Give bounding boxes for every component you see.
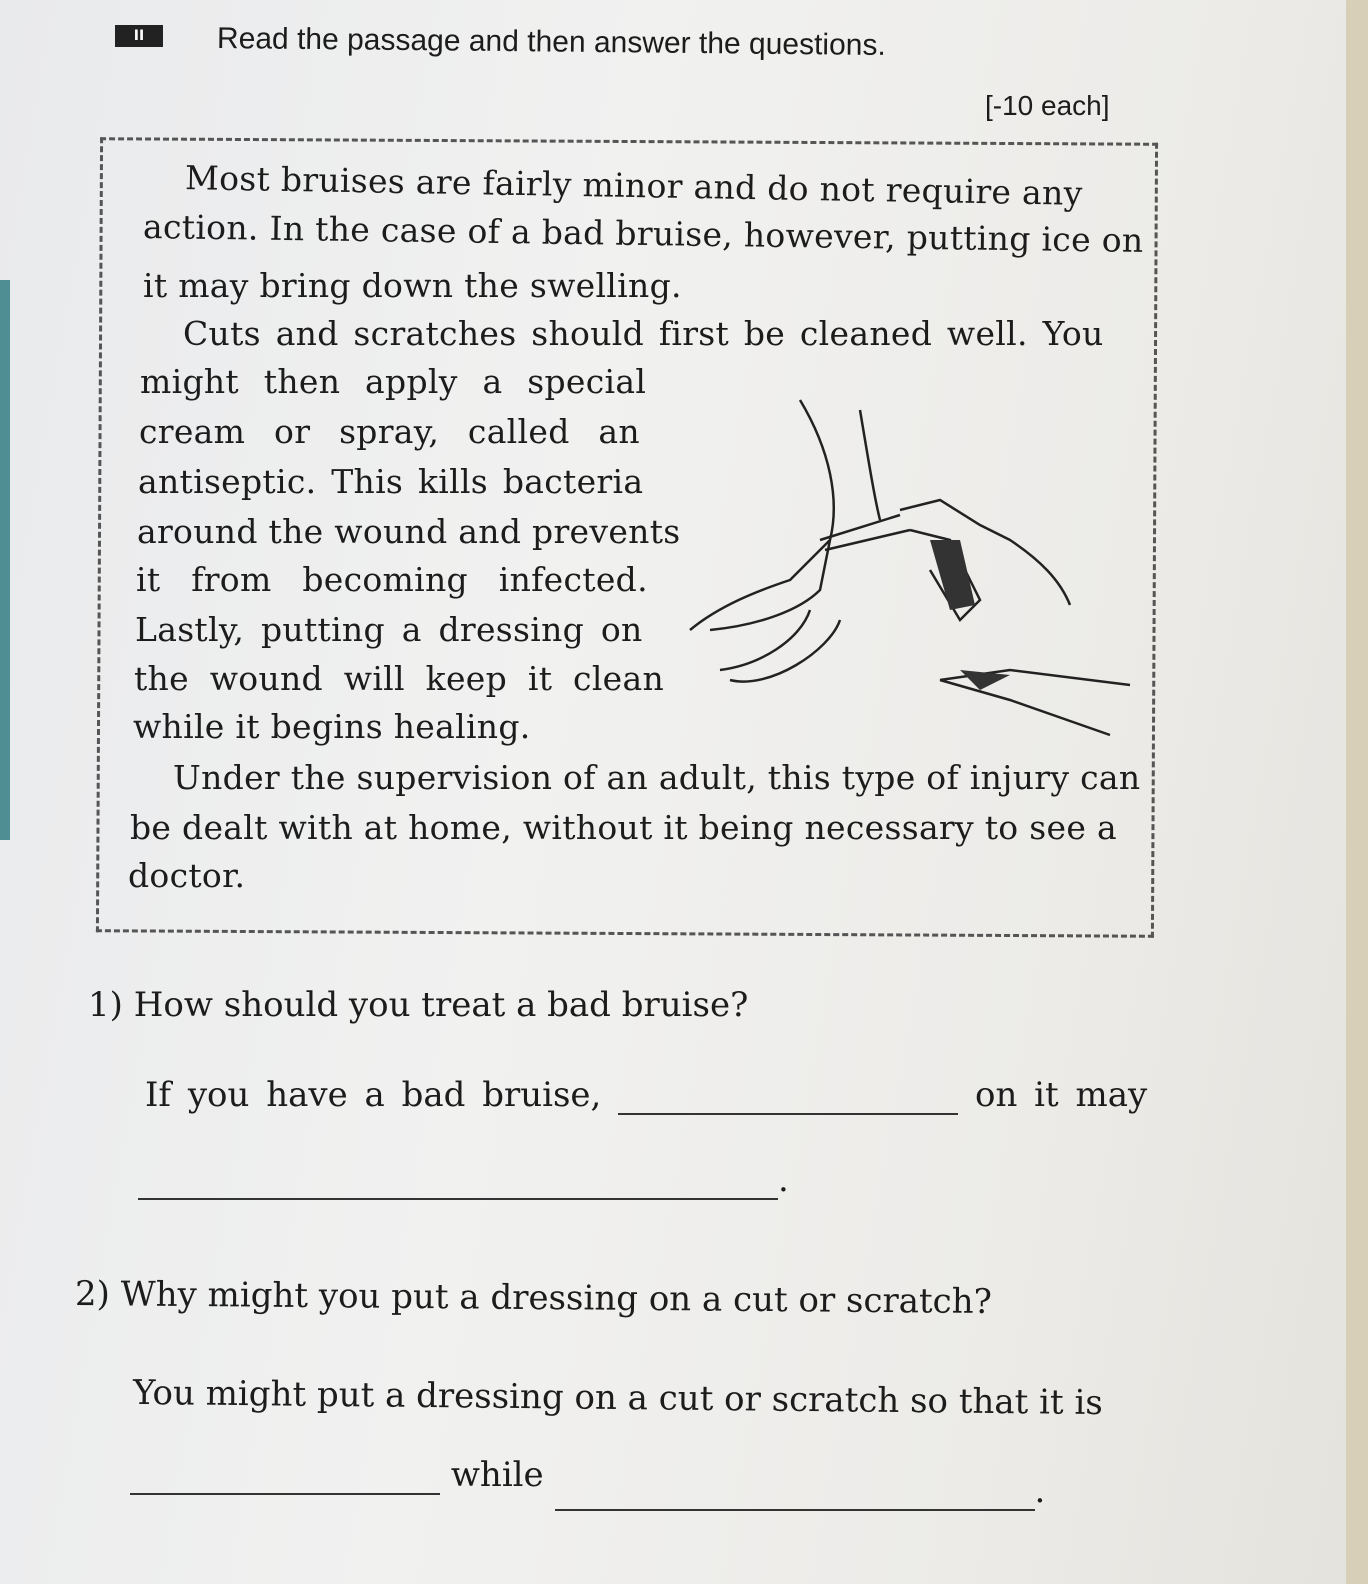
passage-line: cream or spray, called an bbox=[139, 412, 640, 451]
answer-end: . bbox=[778, 1160, 789, 1200]
answer-prompt-mid: while bbox=[450, 1455, 544, 1495]
question-number: 1) bbox=[88, 985, 123, 1025]
passage-line: around the wound and prevents bbox=[137, 512, 681, 551]
passage-line: might then apply a special bbox=[140, 362, 647, 401]
passage-line: the wound will keep it clean bbox=[134, 659, 665, 698]
passage-line: be dealt with at home, without it being necessary to see a bbox=[130, 808, 1117, 847]
answer-blank[interactable] bbox=[138, 1168, 778, 1200]
passage-line: Cuts and scratches should first be cleaned well. You bbox=[183, 314, 1104, 353]
question-text: Why might you put a dressing on a cut or scratch? bbox=[120, 1274, 993, 1322]
hands-applying-antiseptic-illustration bbox=[680, 390, 1140, 750]
passage-line: Lastly, putting a dressing on bbox=[135, 610, 643, 649]
question-text: How should you treat a bad bruise? bbox=[133, 985, 749, 1025]
answer-prompt: You might put a dressing on a cut or scratch so that it is bbox=[132, 1372, 1104, 1424]
instruction-heading: Read the passage and then answer the questions. bbox=[216, 22, 886, 63]
passage-line: while it begins healing. bbox=[133, 707, 531, 746]
passage-line: action. In the case of a bad bruise, however, putting ice on bbox=[142, 207, 1144, 260]
question-number: 2) bbox=[74, 1274, 111, 1315]
passage-line: Most bruises are fairly minor and do not require any bbox=[184, 158, 1083, 213]
passage-line: antiseptic. This kills bacteria bbox=[138, 462, 644, 501]
answer-blank[interactable] bbox=[130, 1463, 440, 1495]
points-label: [-10 each] bbox=[985, 90, 1110, 121]
answer-end: . bbox=[1034, 1471, 1046, 1511]
passage-line: it may bring down the swelling. bbox=[143, 266, 682, 305]
answer-blank[interactable] bbox=[618, 1083, 958, 1115]
passage-line: it from becoming infected. bbox=[136, 560, 648, 599]
passage-line: Under the supervision of an adult, this type of injury can bbox=[173, 758, 1141, 797]
page-edge-left bbox=[0, 280, 10, 840]
answer-prompt: If you have a bad bruise, bbox=[145, 1075, 602, 1115]
answer-prompt-mid: on it may bbox=[975, 1075, 1148, 1115]
page-edge-right bbox=[1346, 0, 1368, 1584]
passage-line: doctor. bbox=[128, 856, 246, 895]
answer-blank[interactable] bbox=[555, 1479, 1035, 1511]
section-badge: II bbox=[115, 25, 163, 47]
